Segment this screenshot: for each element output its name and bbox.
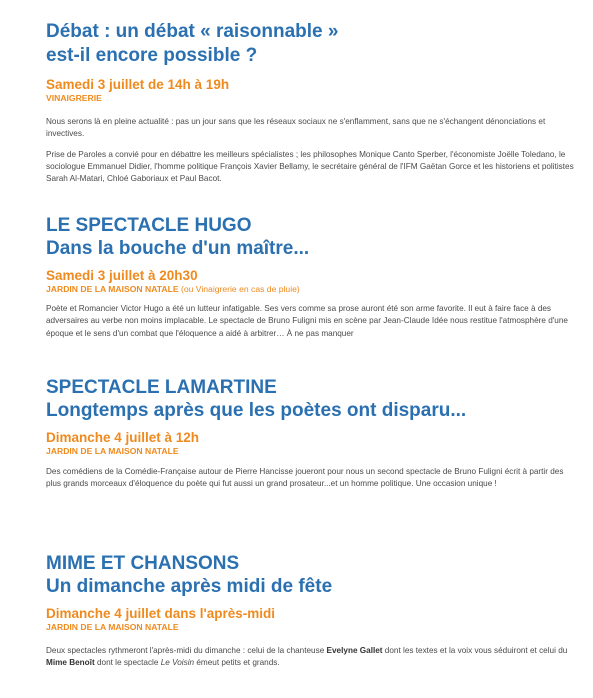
event-date: Samedi 3 juillet de 14h à 19h — [46, 77, 230, 92]
text-run: Deux spectacles rythmeront l'après-midi du dimanche : celui de la chanteuse — [46, 646, 327, 655]
text-run: dont le spectacle — [94, 658, 161, 668]
title-line-2: est-il encore possible ? — [46, 45, 258, 66]
description-paragraph: Prise de Paroles a convié pour en débattre les meilleurs spécialistes ; les philosophes Monique Canto Sperber, l'économiste Joëlle Toledano, le sociologue Emmanuel Didier, l'homme politique François Xavier Bellamy, le secrétaire général de l'IFM Gaëtan Gorce et les historiens et politistes Sarah Al-Matari, Chloé Gaboriaux et Paul Bacot. — [46, 149, 574, 184]
event-date: Samedi 3 juillet à 20h30 — [46, 268, 198, 283]
event-venue — [46, 93, 578, 103]
section-hugo — [46, 214, 578, 340]
title-line-1: MIME ET CHANSONS — [46, 553, 240, 574]
section-title — [46, 552, 578, 598]
artist-name: Evelyne Gallet — [326, 646, 383, 655]
text-run: dont les textes et la voix vous séduiront et celui du — [382, 646, 568, 655]
title-line-1: LE SPECTACLE HUGO — [46, 215, 252, 236]
venue-name: JARDIN DE LA MAISON NATALE — [46, 284, 179, 294]
title-line-2: Longtemps après que les poètes ont disparu... — [46, 400, 467, 421]
title-line-2: Dans la bouche d'un maître... — [46, 238, 310, 259]
description-paragraph: Nous serons là en pleine actualité : pas un jour sans que les réseaux sociaux ne s'enflamment, sans que ne s'échangent dénonciations et invectives. — [46, 117, 546, 139]
section-debat — [46, 20, 578, 185]
description-paragraph — [46, 645, 578, 670]
section-title — [46, 376, 578, 422]
title-line-1: Débat : un débat « raisonnable » — [46, 21, 339, 42]
section-lamartine — [46, 376, 578, 491]
description-paragraph: Poète et Romancier Victor Hugo a été un lutteur infatigable. Ses vers comme sa prose auront été son arme favorite. Il eut à faire face à des adversaires au verbe non moins implacable. Le spectacle de Bruno Fuligni mis en scène par Jean-Claude Idée nous restitue l'atmosphère d'une époque et le sens d'un combat que l'éloquence a aidé à arbitrer… À ne pas manquer — [46, 304, 568, 338]
description-paragraph: Des comédiens de la Comédie-Française autour de Pierre Hancisse joueront pour nous un second spectacle de Bruno Fuligni écrit à partir des plus grands morceaux d'éloquence du poète qui fut aussi un grand prosateur...et un homme politique. Une occasion unique ! — [46, 467, 564, 489]
venue-note: (ou Vinaigrerie en cas de pluie) — [178, 284, 300, 294]
text-run: émeut petits et grands. — [194, 658, 280, 668]
section-mime-chansons — [46, 552, 578, 670]
venue-name: VINAIGRERIE — [46, 93, 102, 103]
section-title — [46, 214, 578, 260]
venue-name: JARDIN DE LA MAISON NATALE — [46, 622, 179, 632]
event-venue — [46, 284, 578, 294]
title-line-1: SPECTACLE LAMARTINE — [46, 377, 277, 398]
event-date: Dimanche 4 juillet dans l'après-midi — [46, 606, 276, 621]
event-venue — [46, 622, 578, 632]
artist-name: Mime Benoît — [46, 658, 95, 668]
event-venue — [46, 446, 578, 456]
event-date: Dimanche 4 juillet à 12h — [46, 430, 200, 445]
venue-name: JARDIN DE LA MAISON NATALE — [46, 446, 179, 456]
title-line-2: Un dimanche après midi de fête — [46, 576, 333, 597]
show-title: Le Voisin — [160, 658, 195, 668]
section-title — [46, 20, 578, 68]
